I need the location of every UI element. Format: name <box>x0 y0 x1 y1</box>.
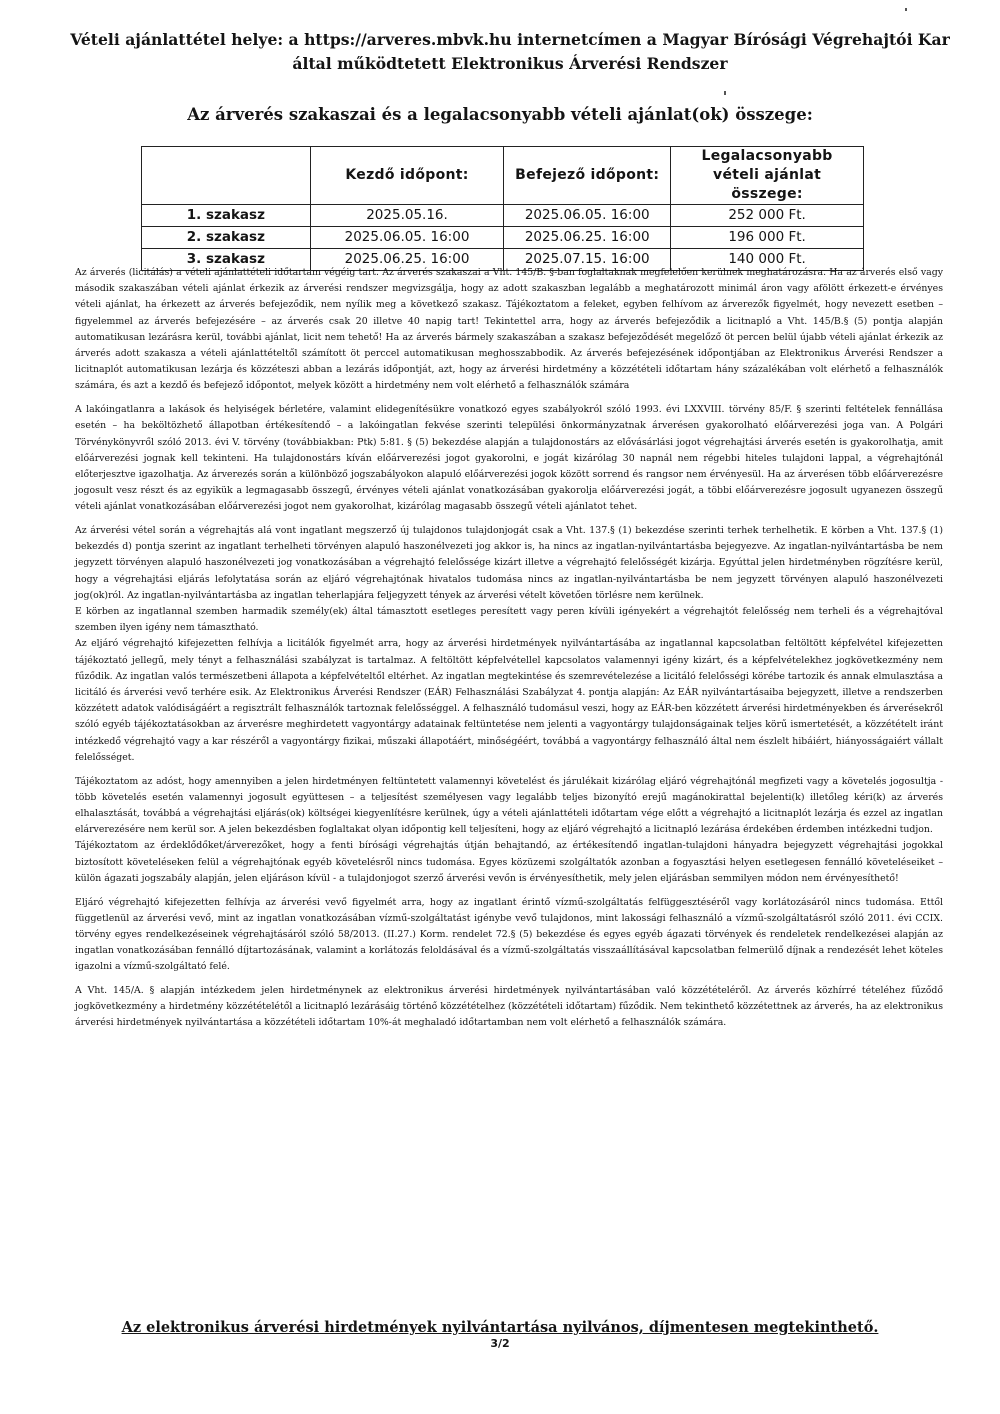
stage-amount: 140 000 Ft. <box>671 249 864 271</box>
stage-start: 2025.05.16. <box>310 205 504 227</box>
paragraph-third-party-claims: E körben az ingatlannal szemben harmadik személy(ek) által támasztott esetleges peresített vagy peren kívüli igényekért a végrehajtót felelősség nem terheli és a végrehajtóval szemben ilyen igény nem támasztható. <box>75 606 943 634</box>
paragraph-preemption-right: A lakóingatlanra a lakások és helyiségek bérletére, valamint elidegenítésükre vonatkozó egyes szabályokról szóló 1993. évi LXXVIII. törvény 85/F. § szerinti feltételek fennállása esetén – ha beköltözhető állapotban értékesítendő – a lakóingatlan fekvése szerinti települési önkormányzatnak árverésen gyakorolható előárverezési joga van. A Polgári Törvénykönyvről szóló 2013. évi V. törvény (továbbiakban: Ptk) 5:81. § (5) bekezdése alapján a tulajdonostárs az elővásárlási jogot végrehajtási árverés esetén is gyakorolhatja, amit előárverezési jognak kell tekinteni. Ha tulajdonostárs kíván előárverezési jogot gyakorolni, e jogát kizárólag 30 napnál nem régebbi hiteles tulajdoni lappal, a végrehajtónál előterjesztve igazolhatja. Az árverezés során a különböző jogszabályokon alapuló előárverezési jogok között sorrend és rangsor nem érvényesül. Ha az árverésen több előárverezésre jogosult vesz részt és az egyikük a legmagasabb összegű, érvényes vételi ajánlat vonatkozásában gyakorolja előárverezési jogát, a többi előárverezésre jogosult ugyanezen összegű vételi ajánlat vonatkozásában előárverezési jogot nem gyakorolhat, kizárólag magasabb összegű vételi ajánlatot tehet. <box>75 404 943 513</box>
table-row <box>142 227 864 249</box>
document-title: Vételi ajánlattétel helye: a https://arveres.mbvk.hu internetcímen a Magyar Bírósági Végrehajtói Kar által működtetett Elektronikus Árverési Rendszer <box>70 30 950 73</box>
page-number: 3/2 <box>490 1337 510 1350</box>
paragraph-auction-duration: Az árverés (licitálás) a vételi ajánlattételi időtartam végéig tart. Az árverés szakaszai a Vht. 145/B. §-ban foglaltaknak megfelelően kerülnek meghatározásra. Ha az árverés első vagy második szakaszában vételi ajánlat érkezik az árverési rendszer megvizsgálja, hogy az adott szakaszban legalább a meghatározott minimál áron vagy afölött érkezett-e érvényes vételi ajánlat, ha érkezett az árverés befejeződik, nem nyílik meg a következő szakasz. Tájékoztatom a feleket, egyben felhívom az árverezők figyelmét, hogy nevezett esetben – figyelemmel az árverés befejezésére – az árverés csak 20 illetve 40 napig tart! Tekintettel arra, hogy az árverés befejeződik a licitnapló a Vht. 145/B.§ (5) pontja alapján automatikusan lezárásra kerül, további ajánlat, licit nem tehető! Ha az árverés bármely szakaszában a szakasz befejeződését megelőző öt percen belül újabb vételi ajánlat érkezik az árverés adott szakasza a vételi ajánlattételtől számított öt perccel automatikusan meghosszabbodik. Az árverés befejezésének időpontjában az Elektronikus Árverési Rendszer a licitnaplót automatikusan lezárja és közzéteszi abban a lezárás időpontját, azt, hogy az árverési hirdetmény a közzétételi időtartam hány százalékában volt elérhető a felhasználók számára, és azt a kezdő és befejező időpontot, melyek között a hirdetmény nem volt elérhető a felhasználók számára <box>75 267 943 392</box>
paragraph-photo-disclaimer: Az eljáró végrehajtó kifejezetten felhívja a licitálók figyelmét arra, hogy az árverési hirdetmények nyilvántartásába az ingatlannal kapcsolatban feltöltött képfelvétel kifejezetten tájékoztató jellegű, mely tényt a felhasználási szabályzat is tartalmaz. A feltöltött képfelvétellel kapcsolatos valamennyi igény kizárt, és a képfelvételekhez jogkövetkezmény nem fűződik. Az ingatlan valós természetbeni állapota a képfelvételtől eltérhet. Az ingatlan megtekintése és szemrevételezése a licitáló felelősségi körébe tartozik és annak elmulasztása a licitáló és árverési vevő terhére esik. Az Elektronikus Árverési Rendszer (EÁR) Felhasználási Szabályzat 4. pontja alapján: Az EÁR nyilvántartásaiba bejegyzett, illetve a rendszerben közzétett adatok valódiságáért a regisztrált felhasználók tartoznak felelősséggel. A felhasználó tudomásul veszi, hogy az EÁR-ben közzétett árverési hirdetményekben és árverésekről szóló egyéb tájékoztatásokban az árverésre meghirdetett vagyontárgy adatainak feltüntetése nem jelenti a vagyontárgy tulajdonságainak teljes körű ismertetését, a közzétételt iránt intézkedő végrehajtó vagy a kar részéről a vagyontárgy fizikai, műszaki állapotáért, minőségéért, továbbá a vagyontárgy felhasználó által nem észlelt hibáiért, hiányosságaiért vállalt felelősséget. <box>75 638 943 763</box>
stage-end: 2025.06.25. 16:00 <box>504 227 671 249</box>
stage-start: 2025.06.25. 16:00 <box>310 249 504 271</box>
stage-end: 2025.07.15. 16:00 <box>504 249 671 271</box>
table-header-row <box>142 147 864 205</box>
stage-start: 2025.06.05. 16:00 <box>310 227 504 249</box>
paragraph-publication: A Vht. 145/A. § alapján intézkedem jelen hirdetménynek az elektronikus árverési hirdetmények nyilvántartásában való közzétételéről. Az árverés közhírré tételéhez fűződő jogkövetkezmény a hirdetmény közzétételétől a licitnapló lezárásáig történő közzétételhez (közzétételi időtartam) fűződik. Nem tekinthető közzétettnek az árverés, ha az elektronikus árverési hirdetmények nyilvántartása a közzétételi időtartam 10%-át meghaladó időtartamban nem volt elérhető a felhasználók számára. <box>75 985 943 1029</box>
scan-speck <box>905 8 907 11</box>
stages-heading: Az árverés szakaszai és a legalacsonyabb vételi ajánlat(ok) összege: <box>187 105 813 124</box>
paragraph-water-service: Eljáró végrehajtó kifejezetten felhívja az árverési vevő figyelmét arra, hogy az ingatlant érintő vízmű-szolgáltatás felfüggesztéséről vagy korlátozásáról nincs tudomása. Ettől függetlenül az árverési vevő, mint az ingatlan vonatkozásában vízmű-szolgáltatást igénybe vevő tulajdonos, mint lakossági felhasználó a vízmű-szolgáltatásról szóló 2011. évi CCIX. törvény egyes rendelkezéseinek végrehajtásáról szóló 58/2013. (II.27.) Korm. rendelet 72.§ (5) bekezdése és egyes egyéb ágazati törvények és rendeletek rendelkezései alapján az ingatlan vonatkozásában fennálló díjtartozásának, valamint a korlátozás feloldásával és a vízmű-szolgáltatás visszaállításával kapcsolatban felmerülő díjnak a rendezését lehet köteles igazolni a vízmű-szolgáltató felé. <box>75 896 943 973</box>
stage-amount: 252 000 Ft. <box>671 205 864 227</box>
stage-end: 2025.06.05. 16:00 <box>504 205 671 227</box>
column-header-amount: Legalacsonyabb vételi ajánlat összege: <box>671 147 864 205</box>
stage-label: 3. szakasz <box>142 249 311 271</box>
scan-speck <box>724 91 726 95</box>
stages-table <box>141 146 864 271</box>
stage-label: 1. szakasz <box>142 205 311 227</box>
column-header-end: Befejező időpont: <box>504 147 671 205</box>
public-register-notice: Az elektronikus árverési hirdetmények nyilvántartása nyilvános, díjmentesen megtekinthető. <box>121 1319 879 1336</box>
paragraph-debtor-notice: Tájékoztatom az adóst, hogy amennyiben a jelen hirdetményen feltüntetett valamennyi követelést és járulékait kizárólag eljáró végrehajtónál megfizeti vagy a követelés jogosultja - több követelés esetén valamennyi jogosult együttesen – a teljesítést személyesen vagy legalább teljes bizonyító erejű magánokirattal bejelenti(k) illetőleg kéri(k) az árverés elhalasztását, továbbá a végrehajtási eljárás(ok) költségei kiegyenlítésre kerülnek, úgy a vételi ajánlattételi időtartam vége előtt a végrehajtó a licitnaplót lezárja és ezzel az ingatlan elárverezésére nem kerül sor. A jelen bekezdésben foglaltakat olyan időpontig kell teljesíteni, hogy az eljáró végrehajtó a licitnapló lezárása érdekében érdemben intézkedni tudjon. <box>75 775 943 836</box>
body-text <box>75 265 943 1032</box>
stage-amount: 196 000 Ft. <box>671 227 864 249</box>
table-row <box>142 205 864 227</box>
paragraph-encumbrances: Az árverési vétel során a végrehajtás alá vont ingatlant megszerző új tulajdonos tulajdonjogát csak a Vht. 137.§ (1) bekezdése szerinti terhek terhelhetik. E körben a Vht. 137.§ (1) bekezdés d) pontja szerint az ingatlant terhelheti törvényen alapuló haszonélvezeti jog akkor is, ha nincs az ingatlan-nyilvántartásba bejegyezve. Az ingatlan-nyilvántartásba be nem jegyzett törvényen alapuló haszonélvezeti jog vonatkozásában a végrehajtó felelőssége kizárt illetve a végrehajtó felelősségét kizárja. Egyúttal jelen hirdetményben rögzítésre kerül, hogy a végrehajtási eljárás lefolytatása során az eljáró végrehajtónak hivatalos tudomása nincs az ingatlan-nyilvántartásba be nem jegyzett törvényen alapuló haszonélvezeti jog(ok)ról. Az ingatlan-nyilvántartásba az ingatlan teherlapjára feljegyzett tények az árverési vételt követően törlésre nem kerülnek. <box>75 525 943 601</box>
column-header-start: Kezdő időpont: <box>310 147 504 205</box>
column-header <box>142 147 311 205</box>
paragraph-utility-claims: Tájékoztatom az érdeklődőket/árverezőket, hogy a fenti bírósági végrehajtás útján behajtandó, az értékesítendő ingatlan-tulajdoni hányadra bejegyzett végrehajtási jogokkal biztosított követeléseken felül a végrehajtónak egyéb követelésről nincs tudomása. Egyes közüzemi szolgáltatók azonban a fogyasztási helyen esetlegesen fennálló követeléseiket – külön ágazati jogszabály alapján, jelen eljáráson kívül - a tulajdonjogot szerző árverési vevőn is érvényesíthetik, mely jelen eljárásban semmilyen módon nem érvényesíthető! <box>75 840 943 884</box>
stage-label: 2. szakasz <box>142 227 311 249</box>
